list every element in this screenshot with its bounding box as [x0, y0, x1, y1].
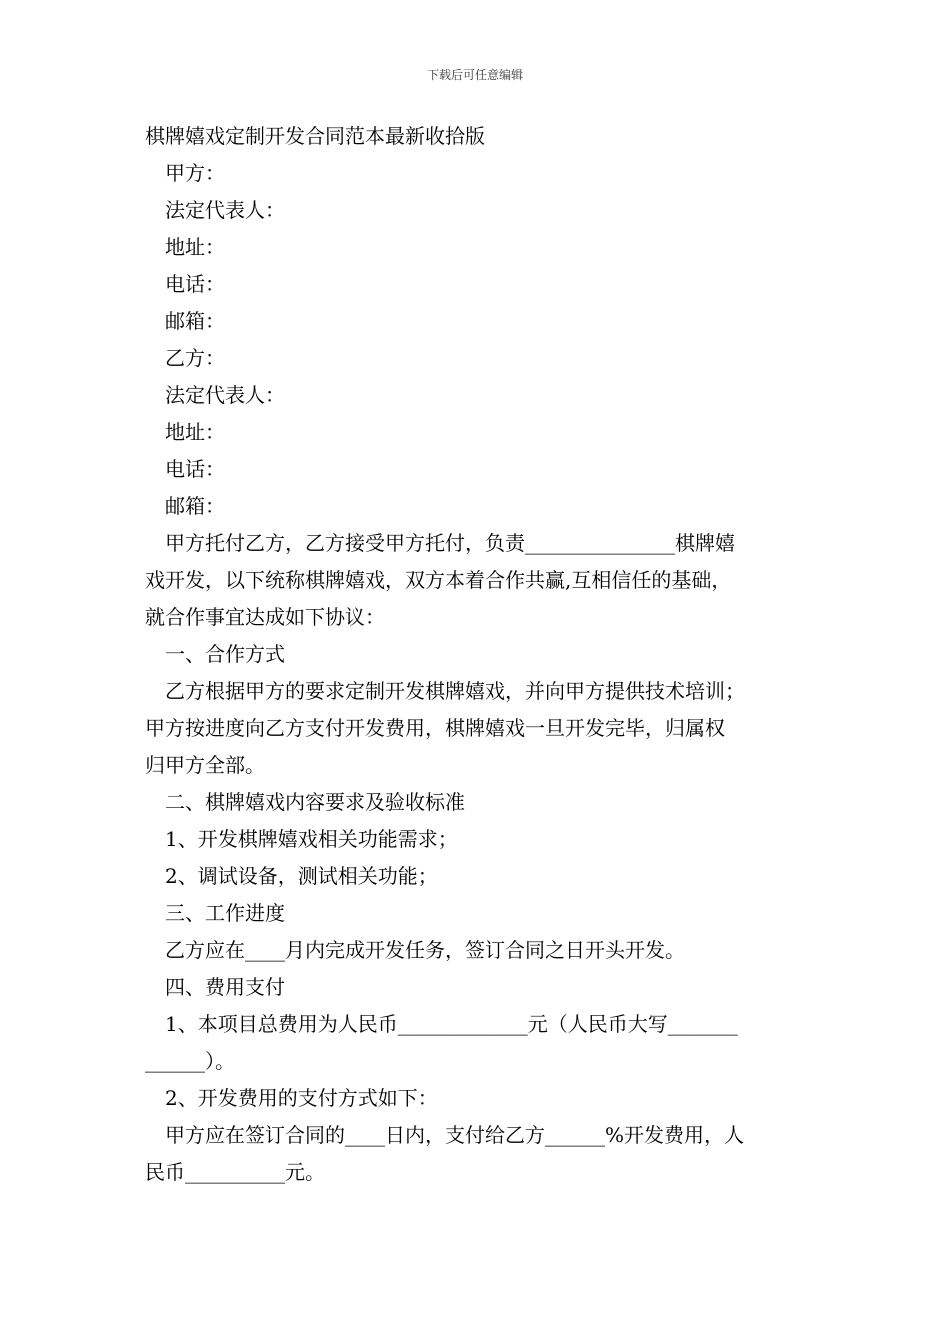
payment-method-line: 民币__________元。 — [145, 1160, 325, 1184]
payment-item-line: 1、本项目总费用为人民币_____________元（人民币大写_______ — [165, 1012, 738, 1036]
payment-item-line: ______）。 — [145, 1049, 235, 1073]
section-heading-payment: 四、费用支付 — [165, 975, 285, 999]
party-a-representative: 法定代表人： — [165, 198, 285, 222]
section-heading-requirements: 二、棋牌嬉戏内容要求及验收标准 — [165, 790, 465, 814]
party-b-email: 邮箱： — [165, 494, 225, 518]
cooperation-paragraph-line: 归甲方全部。 — [145, 753, 265, 777]
document-body — [145, 118, 810, 1191]
party-b-label: 乙方： — [165, 346, 225, 370]
payment-method-heading: 2、开发费用的支付方式如下： — [165, 1086, 438, 1110]
intro-paragraph-line: 就合作事宜达成如下协议： — [145, 605, 385, 629]
party-a-email: 邮箱： — [165, 309, 225, 333]
party-a-label: 甲方： — [165, 161, 225, 185]
party-b-representative: 法定代表人： — [165, 383, 285, 407]
progress-paragraph: 乙方应在____月内完成开发任务，签订合同之日开头开发。 — [165, 938, 685, 962]
intro-paragraph-line: 甲方托付乙方，乙方接受甲方托付，负责_______________棋牌嬉 — [165, 531, 735, 555]
requirement-item: 2、调试设备，测试相关功能； — [165, 864, 438, 888]
payment-method-line: 甲方应在签订合同的____日内，支付给乙方______%开发费用，人 — [165, 1123, 745, 1147]
section-heading-cooperation: 一、合作方式 — [165, 642, 285, 666]
requirement-item: 1、开发棋牌嬉戏相关功能需求； — [165, 827, 458, 851]
header-note: 下载后可任意编辑 — [426, 68, 523, 82]
party-b-phone: 电话： — [165, 457, 225, 481]
document-title: 棋牌嬉戏定制开发合同范本最新收拾版 — [145, 124, 485, 148]
cooperation-paragraph-line: 甲方按进度向乙方支付开发费用，棋牌嬉戏一旦开发完毕，归属权 — [145, 716, 725, 740]
cooperation-paragraph-line: 乙方根据甲方的要求定制开发棋牌嬉戏，并向甲方提供技术培训； — [165, 679, 745, 703]
party-b-address: 地址： — [165, 420, 225, 444]
party-a-address: 地址： — [165, 235, 225, 259]
party-a-phone: 电话： — [165, 272, 225, 296]
section-heading-progress: 三、工作进度 — [165, 901, 285, 925]
intro-paragraph-line: 戏开发，以下统称棋牌嬉戏，双方本着合作共赢,互相信任的基础， — [145, 568, 732, 592]
